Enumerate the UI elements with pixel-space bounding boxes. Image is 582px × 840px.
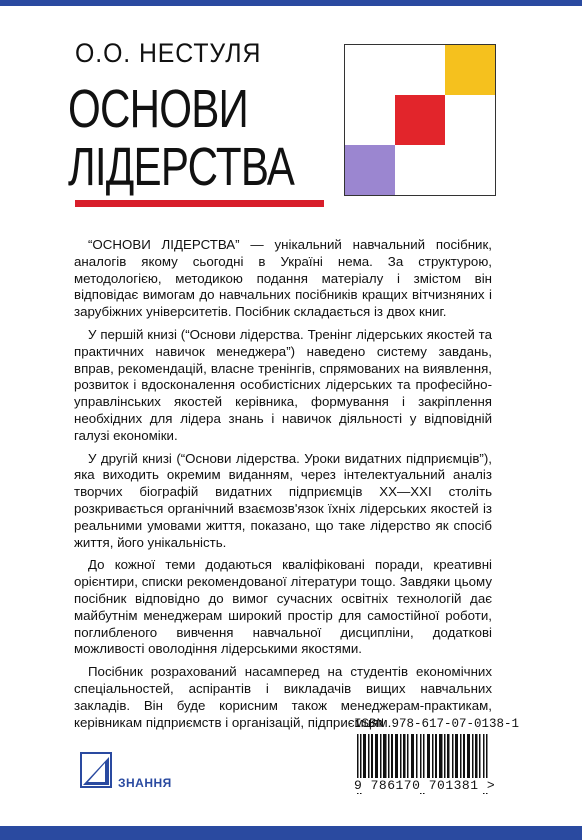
title-underline — [75, 200, 324, 207]
annotation-paragraph: До кожної теми додаються кваліфіковані поради, креативні орієнтири, списки рекомендованої літератури тощо. Завдяки цьому посібник відповідно до вимог сучасних освітніх технологій дає майбутнім менеджерам широкий простір для самостійної роботи, поглибленого вивчення навчальної дисципліни, додаткові можливості оволодіння лідерськими якостями. — [74, 557, 492, 657]
color-squares-emblem — [344, 44, 496, 196]
annotation-paragraph: Посібник розрахований насамперед на студентів економічних спеціальностей, аспірантів і викладачів вищих навчальних закладів. Він буде корисним також менеджерам-практикам, керівникам підприємств і організацій, підприємцям. — [74, 664, 492, 730]
purple-square — [345, 145, 395, 195]
barcode-digits: 9 786170 701381 > — [354, 778, 496, 793]
publisher-name: ЗНАННЯ — [118, 776, 172, 790]
annotation-paragraph: “ОСНОВИ ЛІДЕРСТВА” — унікальний навчальний посібник, аналогів якому сьогодні в Україні нема. За структурою, методологією, методикою подання матеріалу і змістом він відповідає вимогам до навчальних посібників кращих вітчизняних і зарубіжних університетів. Посібник складається із двох книг. — [74, 237, 492, 320]
publisher-logo — [80, 750, 200, 800]
author-name: О.О. НЕСТУЛЯ — [75, 38, 262, 68]
publisher-logo-icon — [80, 752, 114, 790]
annotation-paragraph: У другій книзі (“Основи лідерства. Уроки видатних підприємців”), яка виходить окремим виданням, через інтелектуальний аналіз творчих біографій видатних підприємців XX—XXI століть розкривається органічний взаємозв'язок їхніх лідерських якостей із реальними умовами життя, показано, що таке лідерство як спосіб життя, його унікальність. — [74, 450, 492, 550]
bottom-color-band — [0, 826, 582, 840]
title-line-2: ЛІДЕРСТВА — [68, 137, 295, 197]
title-line-1: ОСНОВИ — [68, 79, 249, 139]
annotation-paragraph: У першій книзі (“Основи лідерства. Тренінг лідерських якостей та практичних навичок менеджера”) наведено систему завдань, вправ, рекомендацій, власне тренінгів, спрямованих на виявлення, розвиток і вдосконалення особистісних лідерських та професійно-управлінських якостей керівника, формування і закріплення необхідних для лідера знань і навичок діяльності у відповідній галузі економіки. — [74, 326, 492, 443]
red-square — [395, 95, 445, 145]
isbn-number: ISBN 978-617-07-0138-1 — [354, 717, 520, 731]
book-title — [68, 80, 294, 196]
top-color-band — [0, 0, 582, 6]
yellow-square — [445, 45, 495, 95]
annotation-text — [74, 237, 492, 737]
